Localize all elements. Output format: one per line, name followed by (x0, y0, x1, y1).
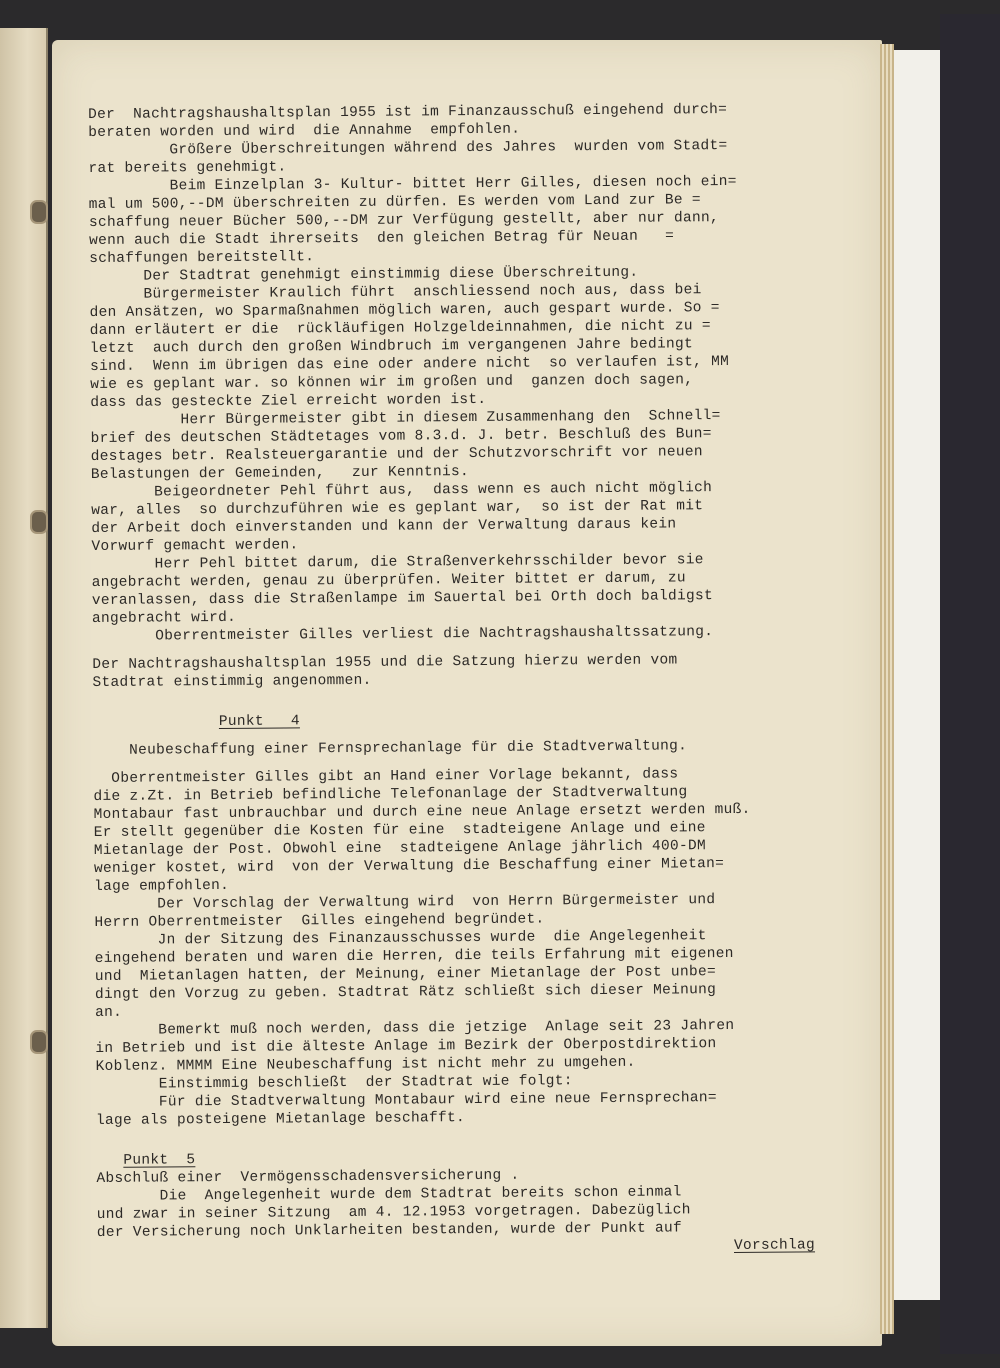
text-line: der Arbeit doch einverstanden und kann der Verwaltung daraus kein (91, 516, 677, 537)
text-line: dann erläutert er die rückläufigen Holzgeldeinnahmen, die nicht zu = (89, 318, 711, 339)
block1 (88, 100, 882, 646)
text-line: angebracht wird. (91, 609, 237, 627)
text-line: Bemerkt muß noch werden, dass die jetzige Anlage seit 23 Jahren (95, 1017, 735, 1039)
text-line: Er stellt gegenüber die Kosten für eine stadteigene Anlage und eine (93, 820, 706, 841)
text-line: Montabaur fast unbrauchbar und durch eine neue Anlage ersetzt werden muß. (93, 801, 751, 823)
text-line: sind. Wenn im übrigen das eine oder andere nicht so verlaufen ist, MM (89, 353, 730, 375)
text-line: eingehend beraten und waren die Herren, die teils Erfahrung mit eigenen (94, 945, 734, 967)
text-line: angebracht werden, genau zu überprüfen. Weiter bittet er darum, zu (91, 570, 686, 591)
text-line: Koblenz. MMMM Eine Neubeschaffung ist nicht mehr zu umgehen. (95, 1054, 636, 1075)
text-line: Oberrentmeister Gilles verliest die Nachtragshaushaltssatzung. (92, 624, 714, 645)
binder-ring (30, 510, 48, 534)
page-text (88, 100, 887, 1260)
text-line: Der Nachtragshaushaltsplan 1955 ist im Finanzausschuß eingehend durch= (88, 101, 728, 123)
closing-word: Vorschlag (733, 1237, 816, 1254)
text-line: Oberrentmeister Gilles gibt an Hand einer Vorlage bekannt, dass (93, 766, 679, 787)
text-line: weniger kostet, wird von der Verwaltung die Beschaffung einer Mietan= (93, 856, 725, 877)
text-line: die z.Zt. in Betrieb befindliche Telefonanlage der Stadtverwaltung (93, 784, 688, 805)
text-line: der Versicherung noch Unklarheiten bestanden, wurde der Punkt auf (96, 1220, 682, 1241)
text-line: Stadtrat einstimmig angenommen. (92, 672, 372, 691)
text-line: Vorwurf gemacht werden. (91, 537, 299, 555)
text-line: Größere Überschreitungen während des Jahres wurden vom Stadt= (88, 137, 728, 159)
text-line: destages betr. Realsteuergarantie und der Schutzvorschrift vor neuen (90, 444, 703, 465)
text-line: dingt den Vorzug zu geben. Stadtrat Rätz schließt sich dieser Meinung (94, 982, 717, 1003)
text-line: Der Vorschlag der Verwaltung wird von Herrn Bürgermeister und (94, 892, 716, 913)
text-line: den Ansätzen, wo Sparmaßnahmen möglich waren, auch gespart wurde. So = (89, 300, 720, 321)
text-line: wenn auch die Stadt ihrerseits den gleichen Betrag für Neuan = (88, 228, 675, 249)
section-title: Abschluß einer Vermögensschadensversicherung . (96, 1167, 520, 1187)
text-line: Beim Einzelplan 3- Kultur- bittet Herr Gilles, diesen noch ein= (88, 173, 737, 195)
text-line: und Mietanlagen hatten, der Meinung, einer Mietanlage der Post unbe= (94, 964, 716, 985)
text-line: Die Angelegenheit wurde dem Stadtrat bereits schon einmal (96, 1184, 682, 1205)
text-line: Herrn Oberrentmeister Gilles eingehend begründet. (94, 911, 545, 931)
text-line: schaffungen bereitstellt. (89, 249, 315, 267)
text-line: an. (95, 1004, 123, 1021)
text-line: Belastungen der Gemeinden, zur Kenntnis. (90, 464, 470, 483)
text-line: Einstimmig beschließt der Stadtrat wie folgt: (95, 1073, 573, 1093)
text-line: veranlassen, dass die Straßenlampe im Sauertal bei Orth doch baldigst (91, 588, 714, 609)
text-line: mal um 500,--DM überschreiten zu dürfen. Es werden vom Land zur Be = (88, 192, 701, 213)
text-line: Der Stadtrat genehmigt einstimmig diese Überschreitung. (89, 264, 639, 285)
text-line: Mietanlage der Post. Obwohl eine stadteigene Anlage jährlich 400-DM (93, 838, 707, 859)
text-line: Der Nachtragshaushaltsplan 1955 und die Satzung hierzu werden vom (92, 652, 678, 673)
text-line: wie es geplant war. so können wir im großen und ganzen doch sagen, (90, 372, 694, 393)
section-title-text: Neubeschaffung einer Fernsprechanlage für die Stadtverwaltung. (129, 738, 688, 759)
text-line: rat bereits genehmigt. (88, 159, 287, 177)
text-line: schaffung neuer Bücher 500,--DM zur Verfügung gestellt, aber nur dann, (88, 210, 720, 231)
text-line: lage empfohlen. (94, 877, 230, 895)
text-line: letzt auch durch den großen Windbruch im vergangenen Jahre bedingt (89, 336, 694, 357)
text-line: dass das gesteckte Ziel erreicht worden ist. (90, 391, 487, 411)
text-line: war, alles so durchzuführen wie es geplant war, so ist der Rat mit (91, 498, 704, 519)
text-line: Jn der Sitzung des Finanzausschusses wurde die Angelegenheit (94, 928, 707, 949)
text-line: und zwar in seiner Sitzung am 4. 12.1953 vorgetragen. Dabezüglich (96, 1202, 691, 1223)
block2 (92, 650, 882, 692)
text-line: beraten worden und wird die Annahme empfohlen. (88, 121, 521, 141)
text-line: Beigeordneter Pehl führt aus, dass wenn es auch nicht möglich (90, 480, 713, 501)
text-line: Bürgermeister Kraulich führt anschliessend noch aus, dass bei (89, 282, 702, 303)
text-line: Für die Stadtverwaltung Montabaur wird eine neue Fernsprechan= (95, 1090, 717, 1111)
binder-cover (940, 14, 1000, 1354)
section-heading-label: Punkt 4 (218, 713, 300, 730)
text-line: brief des deutschen Städtetages vom 8.3.d. J. betr. Beschluß des Bun= (90, 426, 712, 447)
section-punkt-4 (93, 708, 886, 1130)
backing-sheet (894, 50, 942, 1300)
text-line: Herr Bürgermeister gibt in diesem Zusammenhang den Schnell= (90, 408, 721, 429)
binder-ring (30, 200, 48, 224)
text-line: Herr Pehl bittet darum, die Straßenverkehrsschilder bevor sie (91, 552, 704, 573)
text-line: in Betrieb und ist die älteste Anlage im Bezirk der Oberpostdirektion (95, 1036, 717, 1057)
section-heading-label: Punkt 5 (123, 1152, 196, 1169)
section-punkt-5 (96, 1146, 887, 1260)
text-line: lage als posteigene Mietanlage beschafft. (95, 1110, 466, 1129)
binder-ring (30, 1030, 48, 1054)
